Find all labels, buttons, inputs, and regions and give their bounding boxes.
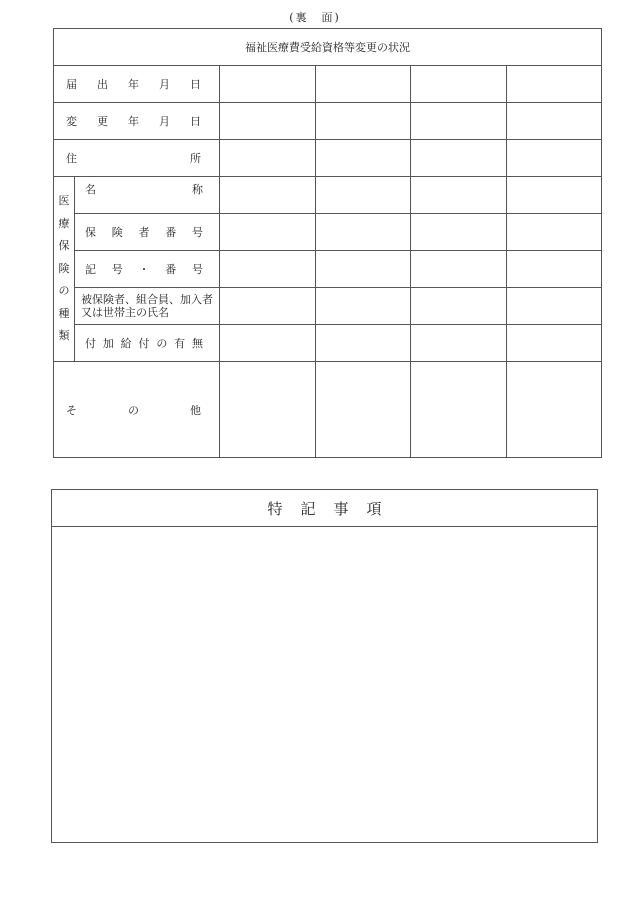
insured-person-label: 被保険者、組合員、加入者又は世帯主の氏名 [75,288,220,325]
other-cell-4[interactable] [506,362,602,458]
other-label: そ の 他 [54,362,220,458]
insurer-number-cell-3[interactable] [411,214,507,251]
symbol-number-label: 記 号 ・ 番 号 [75,251,220,288]
symbol-number-cell-2[interactable] [315,251,411,288]
symbol-number-cell-4[interactable] [506,251,602,288]
change-date-cell-2[interactable] [315,103,411,140]
additional-benefit-cell-4[interactable] [506,325,602,362]
insurer-number-cell-2[interactable] [315,214,411,251]
change-date-label: 変 更 年 月 日 [54,103,220,140]
change-date-cell-4[interactable] [506,103,602,140]
insurance-name-cell-2[interactable] [315,177,411,214]
additional-benefit-cell-3[interactable] [411,325,507,362]
address-cell-3[interactable] [411,140,507,177]
status-change-table [53,28,602,458]
special-notes-box [51,489,598,843]
change-date-cell-1[interactable] [220,103,316,140]
address-cell-1[interactable] [220,140,316,177]
change-date-cell-3[interactable] [411,103,507,140]
additional-benefit-label: 付 加 給 付 の 有 無 [75,325,220,362]
notification-date-cell-1[interactable] [220,66,316,103]
insured-person-cell-4[interactable] [506,288,602,325]
insured-person-cell-2[interactable] [315,288,411,325]
table-title: 福祉医療費受給資格等変更の状況 [54,29,602,66]
insurance-name-cell-4[interactable] [506,177,602,214]
other-cell-2[interactable] [315,362,411,458]
notification-date-label: 届 出 年 月 日 [54,66,220,103]
notification-date-cell-2[interactable] [315,66,411,103]
page-side-label: (裏 面) [289,11,341,24]
insurer-number-cell-1[interactable] [220,214,316,251]
insurance-name-cell-1[interactable] [220,177,316,214]
insurer-number-label: 保 険 者 番 号 [75,214,220,251]
additional-benefit-cell-2[interactable] [315,325,411,362]
notification-date-cell-3[interactable] [411,66,507,103]
notification-date-cell-4[interactable] [506,66,602,103]
other-cell-1[interactable] [220,362,316,458]
special-notes-title: 特 記 事 項 [52,490,597,527]
address-label: 住 所 [54,140,220,177]
insurance-name-cell-3[interactable] [411,177,507,214]
address-cell-4[interactable] [506,140,602,177]
address-cell-2[interactable] [315,140,411,177]
symbol-number-cell-3[interactable] [411,251,507,288]
insured-person-cell-1[interactable] [220,288,316,325]
insured-person-cell-3[interactable] [411,288,507,325]
insurance-type-group-label: 医 療 保 険 の 種 類 [54,177,75,362]
insurer-number-cell-4[interactable] [506,214,602,251]
other-cell-3[interactable] [411,362,507,458]
insurance-name-label: 名 称 [75,177,220,214]
special-notes-content[interactable] [52,527,597,843]
symbol-number-cell-1[interactable] [220,251,316,288]
additional-benefit-cell-1[interactable] [220,325,316,362]
